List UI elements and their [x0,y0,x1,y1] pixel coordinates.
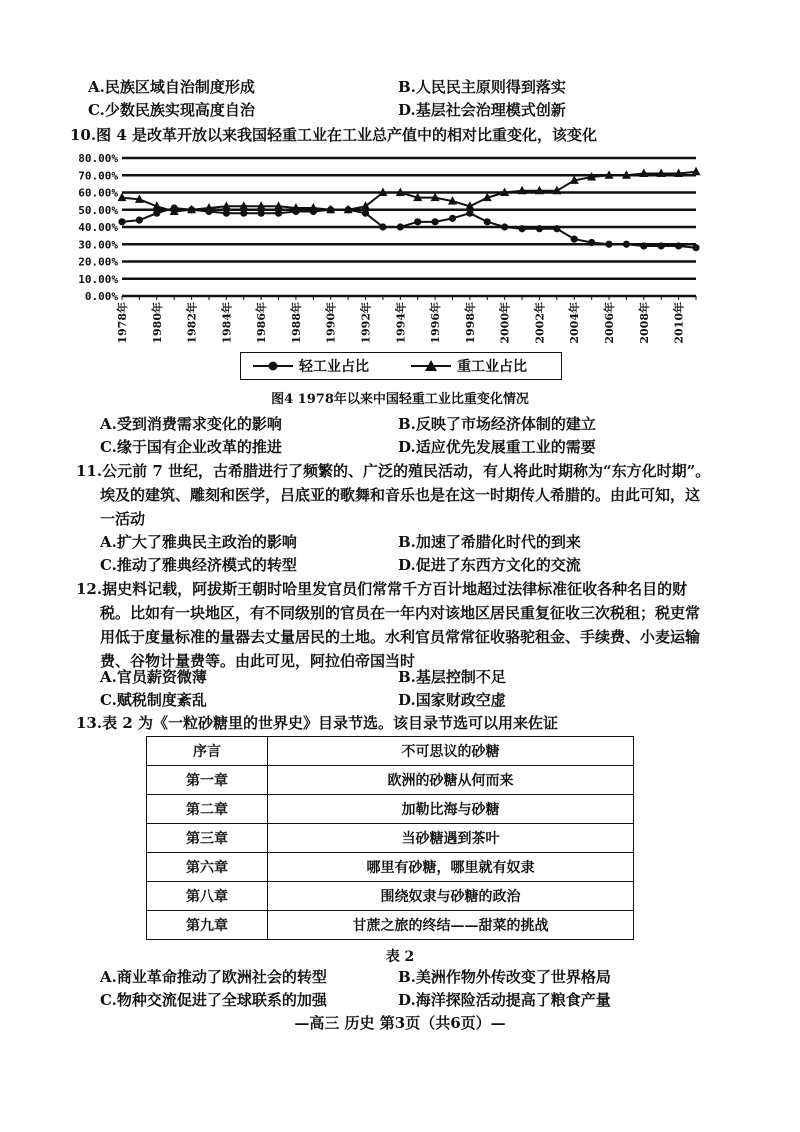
table-caption: 表 2 [385,949,415,965]
data-point-light [484,218,491,225]
table-row [147,824,634,853]
data-point-light [397,223,404,230]
x-tick-label: 2006年 [603,302,617,344]
q12-option-b: B.基层控制不足 [398,668,506,686]
y-tick-label: 50.00% [78,203,118,217]
table-cell: 欧洲的砂糖从何而来 [268,766,634,795]
x-tick-label: 1994年 [394,302,408,344]
table-cell: 加勒比海与砂糖 [268,795,634,824]
table-cell: 当砂糖遇到茶叶 [268,824,634,853]
data-point-light [536,225,543,232]
data-point-light [136,217,143,224]
q11-option-a: A.扩大了雅典民主政治的影响 [100,533,297,551]
page-footer: —高三 历史 第3页（共6页）— [294,1014,506,1032]
data-point-light [379,223,386,230]
q10-option-b: B.反映了市场经济体制的建立 [398,415,596,433]
data-point-light [658,242,665,249]
y-tick-label: 70.00% [78,169,118,183]
x-tick-label: 2000年 [498,302,512,344]
data-point-light [640,242,647,249]
legend-light [253,356,369,376]
legend-heavy-label: 重工业占比 [457,359,527,375]
q11-line-2: 埃及的建筑、雕刻和医学，吕底亚的歌舞和音乐也是在这一时期传人希腊的。由此可知，这 [100,486,701,504]
q9-option-c: C.少数民族实现高度自治 [88,101,255,119]
chart-legend [240,352,562,380]
circle-marker-icon [253,359,293,373]
q9-option-b: B.人民民主原则得到落实 [398,78,566,96]
legend-light-label: 轻工业占比 [299,359,369,375]
q11-line-3: 一活动 [100,510,146,528]
q9-option-d: D.基层社会治理模式创新 [398,101,566,119]
table-cell: 第九章 [147,911,268,940]
data-point-light [623,241,630,248]
data-point-light [118,218,125,225]
table-row [147,766,634,795]
y-tick-label: 60.00% [78,186,118,200]
q13-option-c: C.物种交流促进了全球联系的加强 [100,991,327,1009]
y-tick-label: 80.00% [78,152,118,165]
y-tick-label: 0.00% [84,290,118,303]
data-point-light [431,218,438,225]
q11-option-d: D.促进了东西方文化的交流 [398,556,581,574]
data-point-light [692,244,699,251]
data-point-light [240,210,247,217]
data-point-light [275,210,282,217]
x-tick-label: 1996年 [429,302,443,344]
x-tick-label: 2010年 [672,302,686,344]
y-tick-label: 20.00% [78,255,118,269]
data-point-light [518,225,525,232]
table-row [147,795,634,824]
x-tick-label: 1982年 [185,302,199,344]
data-point-light [223,210,230,217]
data-point-light [466,210,473,217]
data-point-heavy [692,167,701,176]
chart-caption: 图4 1978年以来中国轻重工业比重变化情况 [271,392,529,407]
table-cell: 围绕奴隶与砂糖的政治 [268,882,634,911]
legend-heavy [411,356,527,376]
data-point-light [675,242,682,249]
data-point-heavy [118,193,127,202]
q12-line-3: 用低于度量标准的量器去丈量居民的土地。水利官员常常征收骆驼租金、手续费、小麦运输 [100,628,701,646]
x-tick-label: 1978年 [116,302,129,344]
x-tick-label: 1988年 [289,302,303,344]
data-point-light [571,235,578,242]
q12-line-2: 税。比如有一块地区，有不同级别的官员在一年内对该地区居民重复征收三次税租；税吏常 [100,604,701,622]
y-tick-label: 10.00% [78,272,118,286]
q10-option-d: D.适应优先发展重工业的需要 [398,438,596,456]
table-cell: 序言 [147,737,268,766]
data-point-light [588,239,595,246]
table-cell: 不可思议的砂糖 [268,737,634,766]
data-point-light [153,210,160,217]
y-tick-label: 30.00% [78,238,118,252]
x-tick-label: 2004年 [568,302,582,344]
data-point-light [553,225,560,232]
q13-option-a: A.商业革命推动了欧洲社会的转型 [100,968,327,986]
data-point-light [414,218,421,225]
table-cell: 第八章 [147,882,268,911]
data-point-light [605,241,612,248]
y-tick-label: 40.00% [78,221,118,234]
q10-option-a: A.受到消费需求变化的影响 [100,415,282,433]
q10-stem: 10.图 4 是改革开放以来我国轻重工业在工业总产值中的相对比重变化，该变化 [70,126,597,144]
q13-option-b: B.美洲作物外传改变了世界格局 [398,968,611,986]
table-cell: 第二章 [147,795,268,824]
toc-table [146,736,634,940]
data-point-light [362,210,369,217]
data-point-light [501,223,508,230]
x-tick-label: 1984年 [220,302,234,344]
x-tick-label: 2002年 [533,302,547,344]
table-row [147,853,634,882]
q9-option-a: A.民族区域自治制度形成 [88,78,255,96]
x-tick-label: 1986年 [255,302,269,344]
q12-option-a: A.官员薪资微薄 [100,668,207,686]
q10-option-c: C.缘于国有企业改革的推进 [100,438,282,456]
x-tick-label: 1992年 [359,302,373,344]
x-tick-label: 1980年 [150,302,164,344]
data-point-light [449,215,456,222]
table-row [147,911,634,940]
table-cell: 哪里有砂糖，哪里就有奴隶 [268,853,634,882]
q12-line-1: 12.据史料记载，阿拔斯王朝时哈里发官员们常常千方百计地超过法律标准征收各种名目的财 [76,580,688,598]
table-cell: 甘蔗之旅的终结——甜菜的挑战 [268,911,634,940]
table-cell: 第三章 [147,824,268,853]
q12-option-c: C.赋税制度紊乱 [100,691,207,709]
triangle-marker-icon [411,359,451,373]
x-tick-label: 1998年 [463,302,477,344]
q11-option-c: C.推动了雅典经济模式的转型 [100,556,297,574]
q11-option-b: B.加速了希腊化时代的到来 [398,533,581,551]
q13-stem: 13.表 2 为《一粒砂糖里的世界史》目录节选。该目录节选可以用来佐证 [76,714,558,732]
x-tick-label: 1990年 [324,302,338,344]
q12-line-4: 费、谷物计量费等。由此可见，阿拉伯帝国当时 [100,652,416,670]
table-cell: 第一章 [147,766,268,795]
q11-line-1: 11.公元前 7 世纪，古希腊进行了频繁的、广泛的殖民活动，有人将此时期称为“东方化时期”。 [76,462,711,480]
q12-option-d: D.国家财政空虚 [398,691,506,709]
table-cell: 第六章 [147,853,268,882]
data-point-light [258,210,265,217]
table-row [147,737,634,766]
table-row [147,882,634,911]
chart-svg [60,148,710,353]
q13-option-d: D.海洋探险活动提高了粮食产量 [398,991,611,1009]
x-tick-label: 2008年 [637,302,651,344]
